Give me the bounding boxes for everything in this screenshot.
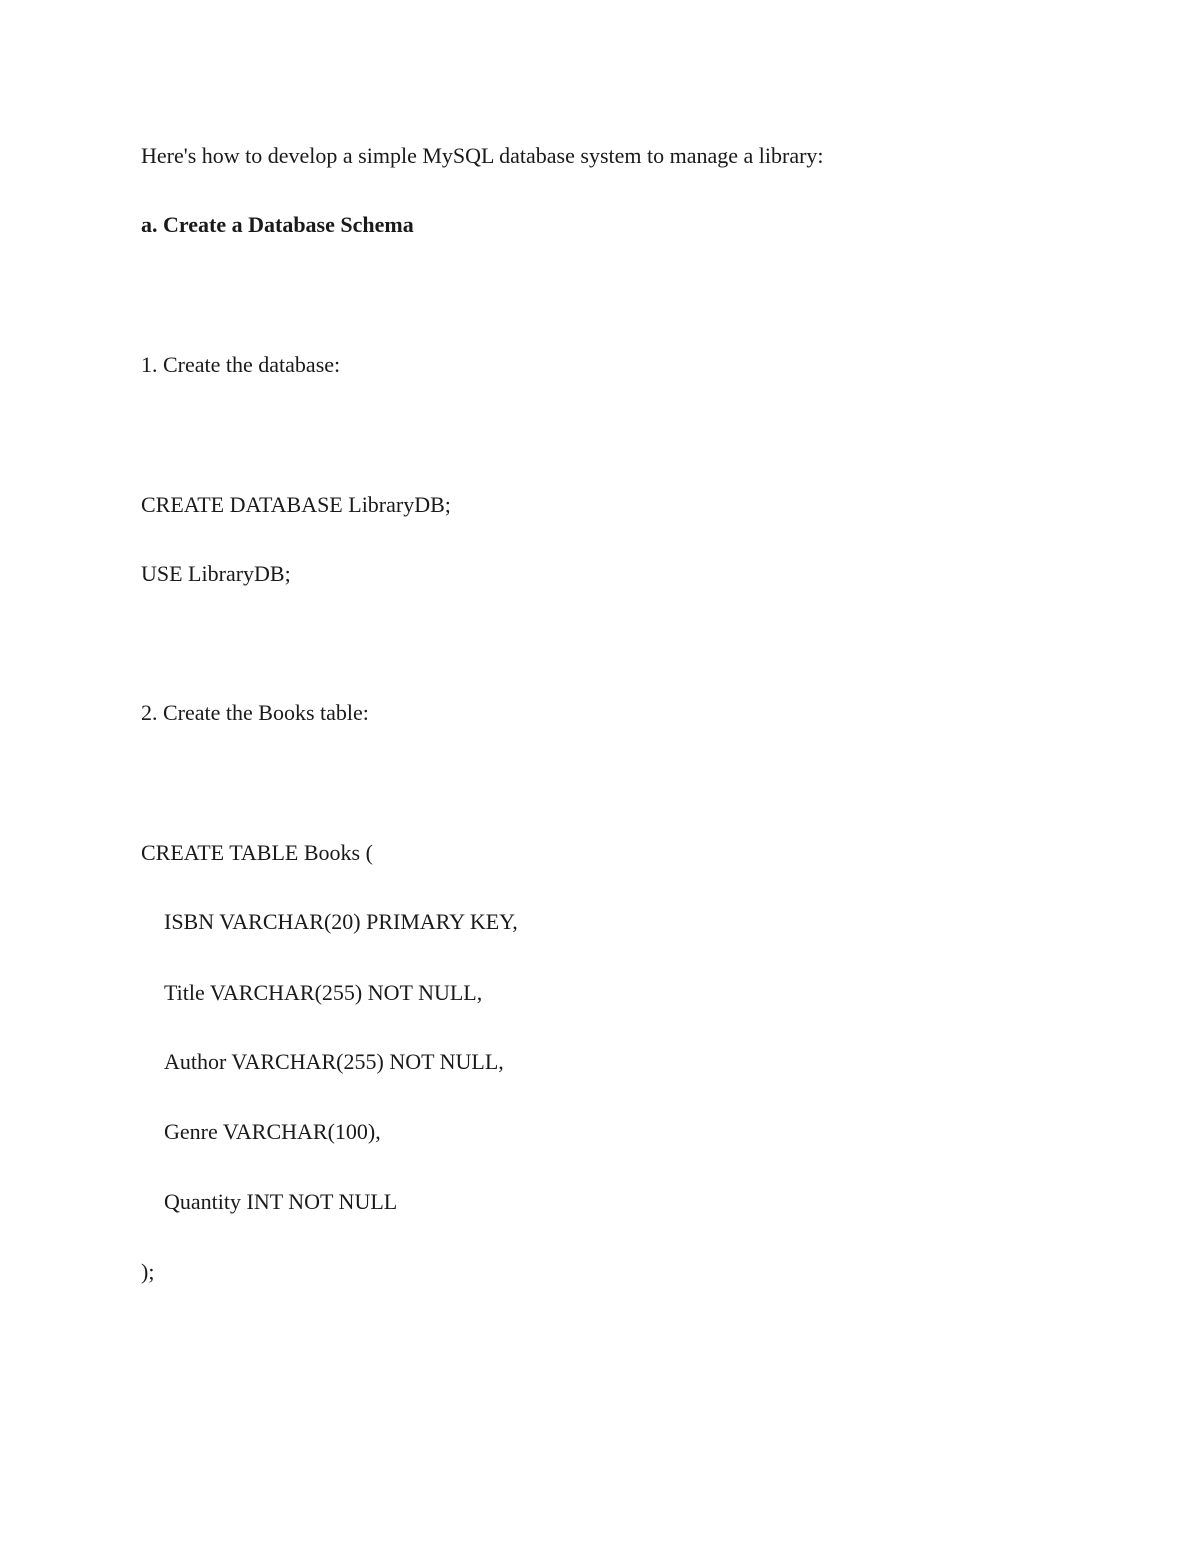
code-line: Author VARCHAR(255) NOT NULL,	[164, 1049, 504, 1074]
code-line: USE LibraryDB;	[141, 561, 291, 586]
code-line: Title VARCHAR(255) NOT NULL,	[164, 980, 483, 1005]
code-line: Genre VARCHAR(100),	[164, 1119, 381, 1144]
code-line: ISBN VARCHAR(20) PRIMARY KEY,	[164, 909, 518, 934]
code-line: CREATE DATABASE LibraryDB;	[141, 492, 451, 517]
code-line: Quantity INT NOT NULL	[164, 1189, 398, 1214]
step-2-label: 2. Create the Books table:	[141, 700, 369, 725]
code-line: );	[141, 1259, 155, 1284]
code-line: CREATE TABLE Books (	[141, 840, 373, 865]
step-1-label: 1. Create the database:	[141, 352, 341, 377]
intro-paragraph: Here's how to develop a simple MySQL database system to manage a library:	[141, 143, 824, 168]
section-heading: a. Create a Database Schema	[141, 212, 414, 237]
